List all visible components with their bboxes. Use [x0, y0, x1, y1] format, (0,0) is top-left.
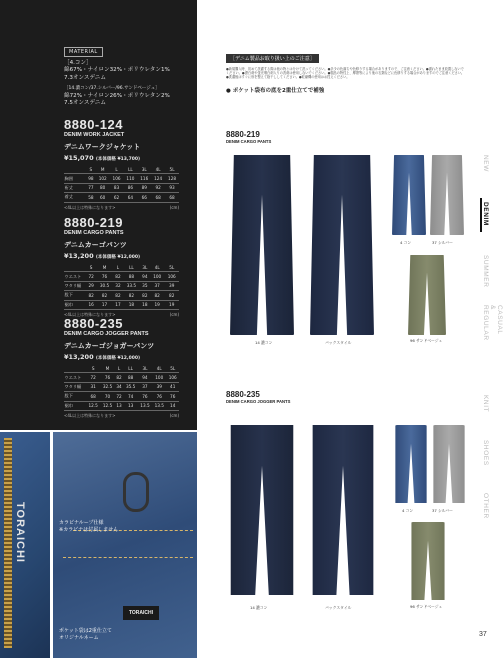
product-code: 8880-219 — [64, 215, 123, 230]
caption: 4 コン — [402, 508, 414, 513]
brand-logo: TORAICHI — [14, 502, 26, 563]
caption: 4 コン — [400, 240, 412, 245]
nav-knit[interactable]: KNIT — [482, 395, 489, 413]
jogger-back — [310, 425, 376, 595]
product-code: 8880-124 — [64, 117, 123, 132]
carabiner — [123, 472, 149, 512]
jogger-variant-blue — [394, 425, 428, 503]
caption: 14 濃コン — [255, 340, 273, 345]
nav-summer[interactable]: SUMMER — [482, 255, 489, 288]
nav-other[interactable]: OTHER — [482, 493, 489, 519]
product-cargo-pants — [64, 215, 194, 318]
product-price: ¥15,070 (本体価格 ¥13,700) — [64, 154, 141, 162]
pants-back — [310, 155, 374, 335]
material-line: 綿72%・ナイロン26%・ポリウレタン2% — [64, 92, 170, 99]
material-line: ［14.濃コン/37.シルバー/96.サンドベージュ］ — [64, 86, 160, 92]
size-table: S M L LL 3L 4L 5L ウエスト 72 76 82 88 94 100 106 ワタリ幅 31 32.5 34 35.5 37 39 41 股下 68 70 72 74 76 76 76 裾巾 12.5 12.5 13 13 13.5 13.5 14 — [64, 365, 179, 411]
pants-front — [230, 155, 294, 335]
zipper — [4, 438, 12, 648]
caption: 14 濃コン — [250, 605, 268, 610]
product-name-jp: デニムワークジャケット — [64, 143, 141, 151]
product-jogger-pants — [64, 316, 194, 419]
material-line: 7.5オンスデニム — [64, 100, 106, 107]
size-note: <4L以上は特殊になります> (cm) — [64, 311, 179, 317]
brand-label: TORAICHI — [123, 606, 159, 620]
stitch-line — [63, 557, 193, 558]
section-title-cargo: 8880-219 DENIM CARGO PANTS — [226, 130, 272, 144]
size-note: <4L以上は特殊になります> (cm) — [64, 204, 179, 210]
pants-variant-silver — [430, 155, 464, 235]
material-text — [64, 60, 194, 107]
detail-photo-zipper — [0, 432, 50, 658]
size-note: <4L以上は特殊になります> (cm) — [64, 412, 179, 418]
product-name-en: DENIM CARGO PANTS — [64, 230, 124, 236]
product-name-jp: デニムカーゴパンツ — [64, 241, 127, 249]
pants-variant-blue — [392, 155, 426, 235]
caption: バックスタイル — [325, 340, 352, 345]
material-line: ［4.コン］ — [64, 60, 92, 66]
detail-photo-pocket — [53, 432, 197, 658]
product-code: 8880-235 — [64, 316, 123, 331]
pants-variant-sand — [408, 255, 446, 335]
material-line: 7.3オンスデニム — [64, 74, 106, 81]
product-price: ¥13,200 (本体価格 ¥12,000) — [64, 353, 141, 361]
spec-panel — [0, 0, 197, 430]
product-price: ¥13,200 (本体価格 ¥12,000) — [64, 252, 141, 260]
section-title-jogger: 8880-235 DENIM CARGO JOGGER PANTS — [226, 390, 291, 404]
jogger-variant-silver — [432, 425, 466, 503]
material-line: 綿67%・ナイロン32%・ポリウレタン1% — [64, 67, 170, 74]
photo-caption: ポケット袋は2重仕立て オリジナルネーム — [59, 628, 112, 641]
caption: 37 シルバー — [432, 240, 453, 245]
caption: 37 シルバー — [432, 508, 453, 513]
jogger-variant-sand — [410, 522, 446, 600]
page-number: 37 — [479, 631, 487, 638]
caption: バックスタイル — [325, 605, 352, 610]
caution-heading: ［デニム製品お取り扱い上のご注意］ — [226, 54, 319, 63]
caution-text: ●新規購入時、初めて洗濯する際は他の物とは分けて洗ってください。●多少の色落ちや色移りする場合がありますので、ご注意ください。●濡れたまま放置しないでください。●漂白剤や蛍光増白剤入りの洗剤は使用しないでください。●製品の特性上、摩擦等により他の衣類などに色移りする場合がありますのでご注意ください。●洗濯後はすぐに形を整えて陰干ししてください。●乾燥機の使用はお控えください。 — [226, 67, 465, 80]
nav-new[interactable]: NEW — [482, 155, 489, 172]
caption: 96 サンドベージュ — [410, 604, 443, 609]
feature-bullet: ● ポケット袋布の底を2重仕立てで補強 — [226, 87, 325, 94]
jogger-front — [228, 425, 296, 595]
caution-block — [226, 45, 476, 94]
product-name-en: DENIM CARGO JOGGER PANTS — [64, 331, 149, 337]
product-name-en: DENIM WORK JACKET — [64, 132, 125, 138]
caption: 96 サンドベージュ — [410, 338, 443, 343]
product-jacket — [64, 117, 194, 211]
material-badge: MATERIAL — [64, 47, 103, 57]
size-table: S M L LL 3L 4L 5L 胸囲 98 102 106 110 116 124 128 裄丈 77 80 83 86 89 92 93 着丈 58 60 62 64 66 68 68 — [64, 166, 179, 203]
photo-caption: カラビナループ仕様 ※カラビナは付属しません — [59, 520, 119, 533]
product-name-jp: デニムカーゴジョガーパンツ — [64, 342, 155, 350]
size-table: S M L LL 3L 4L 5L ウエスト 72 76 82 88 94 100 106 ワタリ幅 29 30.5 32 33.5 35 37 39 股下 82 82 82 82 82 82 82 裾巾 16 17 17 18 18 19 19 — [64, 264, 179, 310]
nav-shoes[interactable]: SHOES — [482, 440, 489, 466]
nav-denim[interactable]: DENIM — [482, 202, 489, 226]
nav-casual-regular[interactable]: CASUAL & REGULAR — [482, 305, 503, 341]
